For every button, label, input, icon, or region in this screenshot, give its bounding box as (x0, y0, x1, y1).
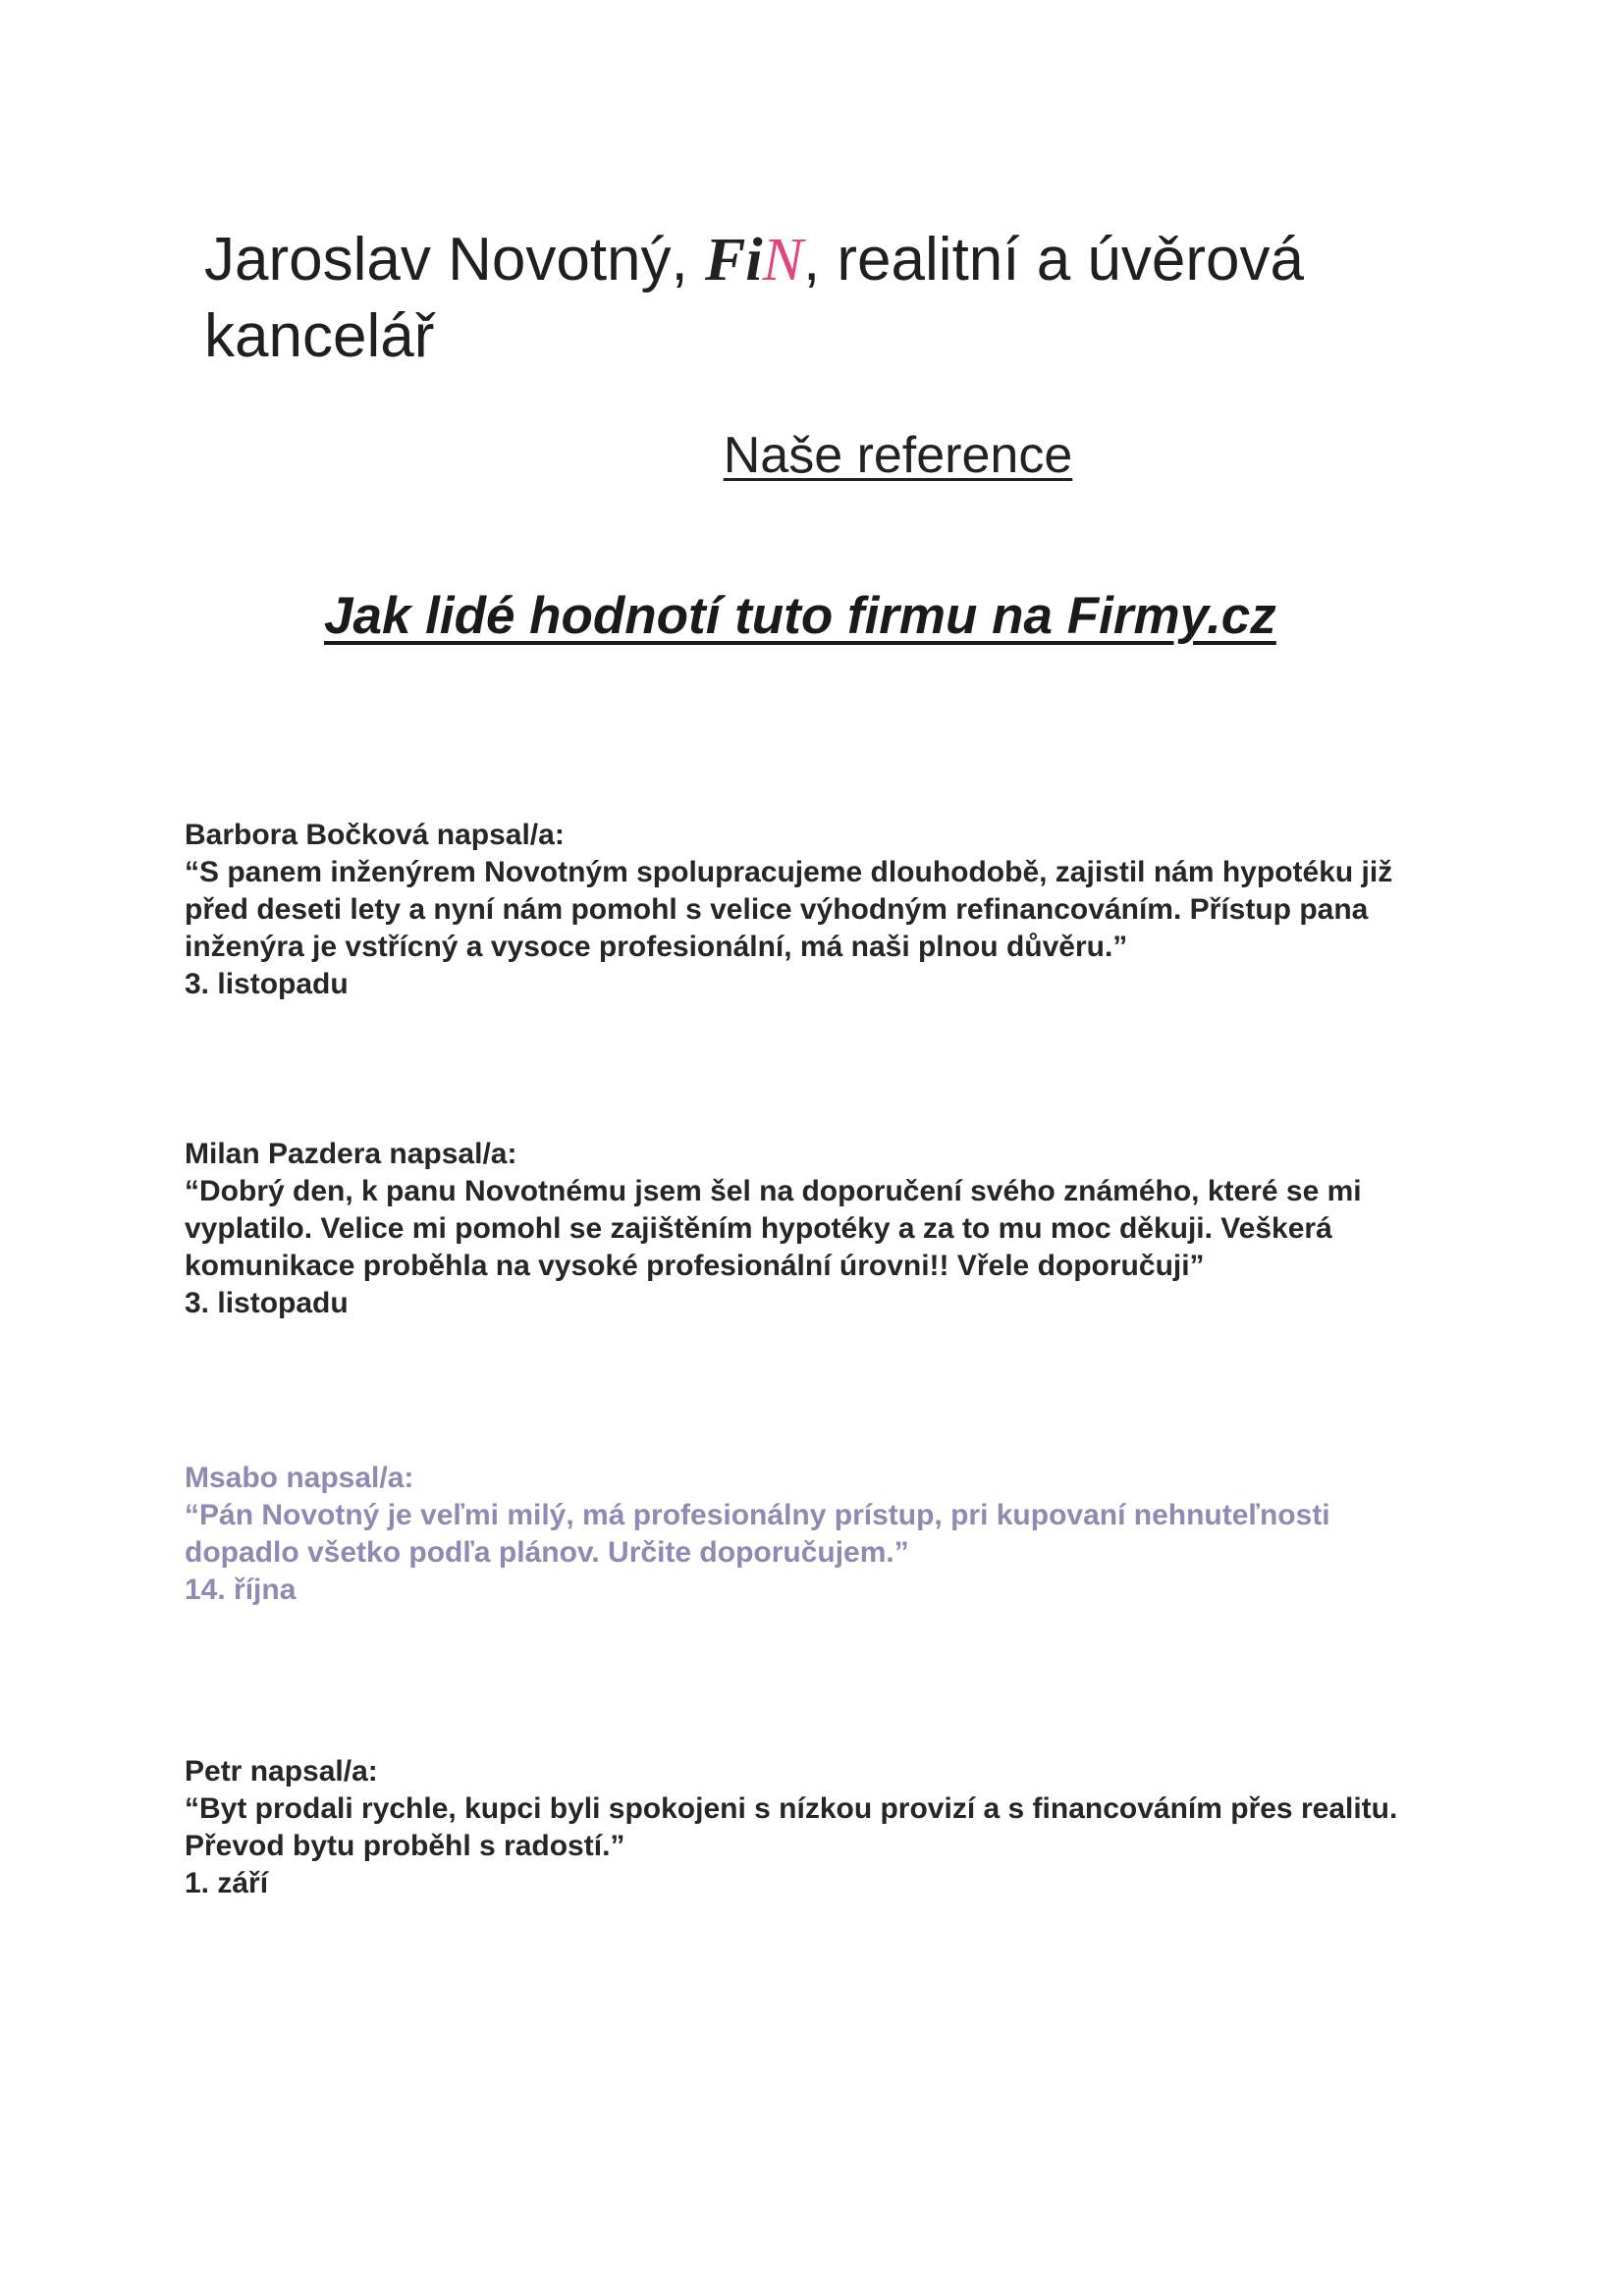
review-item (185, 1460, 1451, 1609)
document-title (204, 222, 1441, 374)
title-suffix: , realitní a úvěrová kancelář (204, 226, 1304, 370)
review-item (185, 1753, 1451, 1902)
review-author: Barbora Bočková napsal/a: (185, 819, 565, 851)
review-author: Petr napsal/a: (185, 1755, 378, 1788)
reviews-heading (324, 584, 1276, 649)
review-text: “Pán Novotný je veľmi milý, má profesionálny prístup, pri kupovaní nehnuteľnosti dopadlo všetko podľa plánov. Určite doporučujem.” (185, 1499, 1330, 1569)
review-text: “Dobrý den, k panu Novotnému jsem šel na doporučení svého známého, které se mi vyplatilo. Velice mi pomohl se zajištěním hypotéky a za to mu moc děkuji. Veškerá komunikace proběhla na vysoké profesionální úrovni!! Vřele doporučuji” (185, 1175, 1362, 1282)
review-date: 1. září (185, 1867, 269, 1899)
review-item (185, 817, 1451, 1003)
review-item (185, 1136, 1451, 1322)
review-date: 3. listopadu (185, 1287, 349, 1319)
brand-logo-fi: Fi (705, 227, 763, 294)
reviews-heading-text: Jak lidé hodnotí tuto firmu na Firmy.cz (324, 587, 1276, 645)
review-text: “S panem inženýrem Novotným spolupracujeme dlouhodobě, zajistil nám hypotéku již před deseti lety a nyní nám pomohl s velice výhodným refinancováním. Přístup pana inženýra je vstřícný a vysoce profesionální, má naši plnou důvěru.” (185, 856, 1393, 963)
subtitle (0, 424, 1624, 487)
review-author: Msabo napsal/a: (185, 1462, 414, 1494)
subtitle-text: Naše reference (723, 427, 1073, 484)
brand-logo-n: N (762, 227, 803, 294)
title-prefix: Jaroslav Novotný, (204, 226, 705, 294)
review-text: “Byt prodali rychle, kupci byli spokojeni s nízkou provizí a s financováním přes realitu. Převod bytu proběhl s radostí.” (185, 1792, 1398, 1862)
review-date: 3. listopadu (185, 968, 349, 1000)
review-date: 14. října (185, 1574, 297, 1606)
review-author: Milan Pazdera napsal/a: (185, 1138, 517, 1170)
